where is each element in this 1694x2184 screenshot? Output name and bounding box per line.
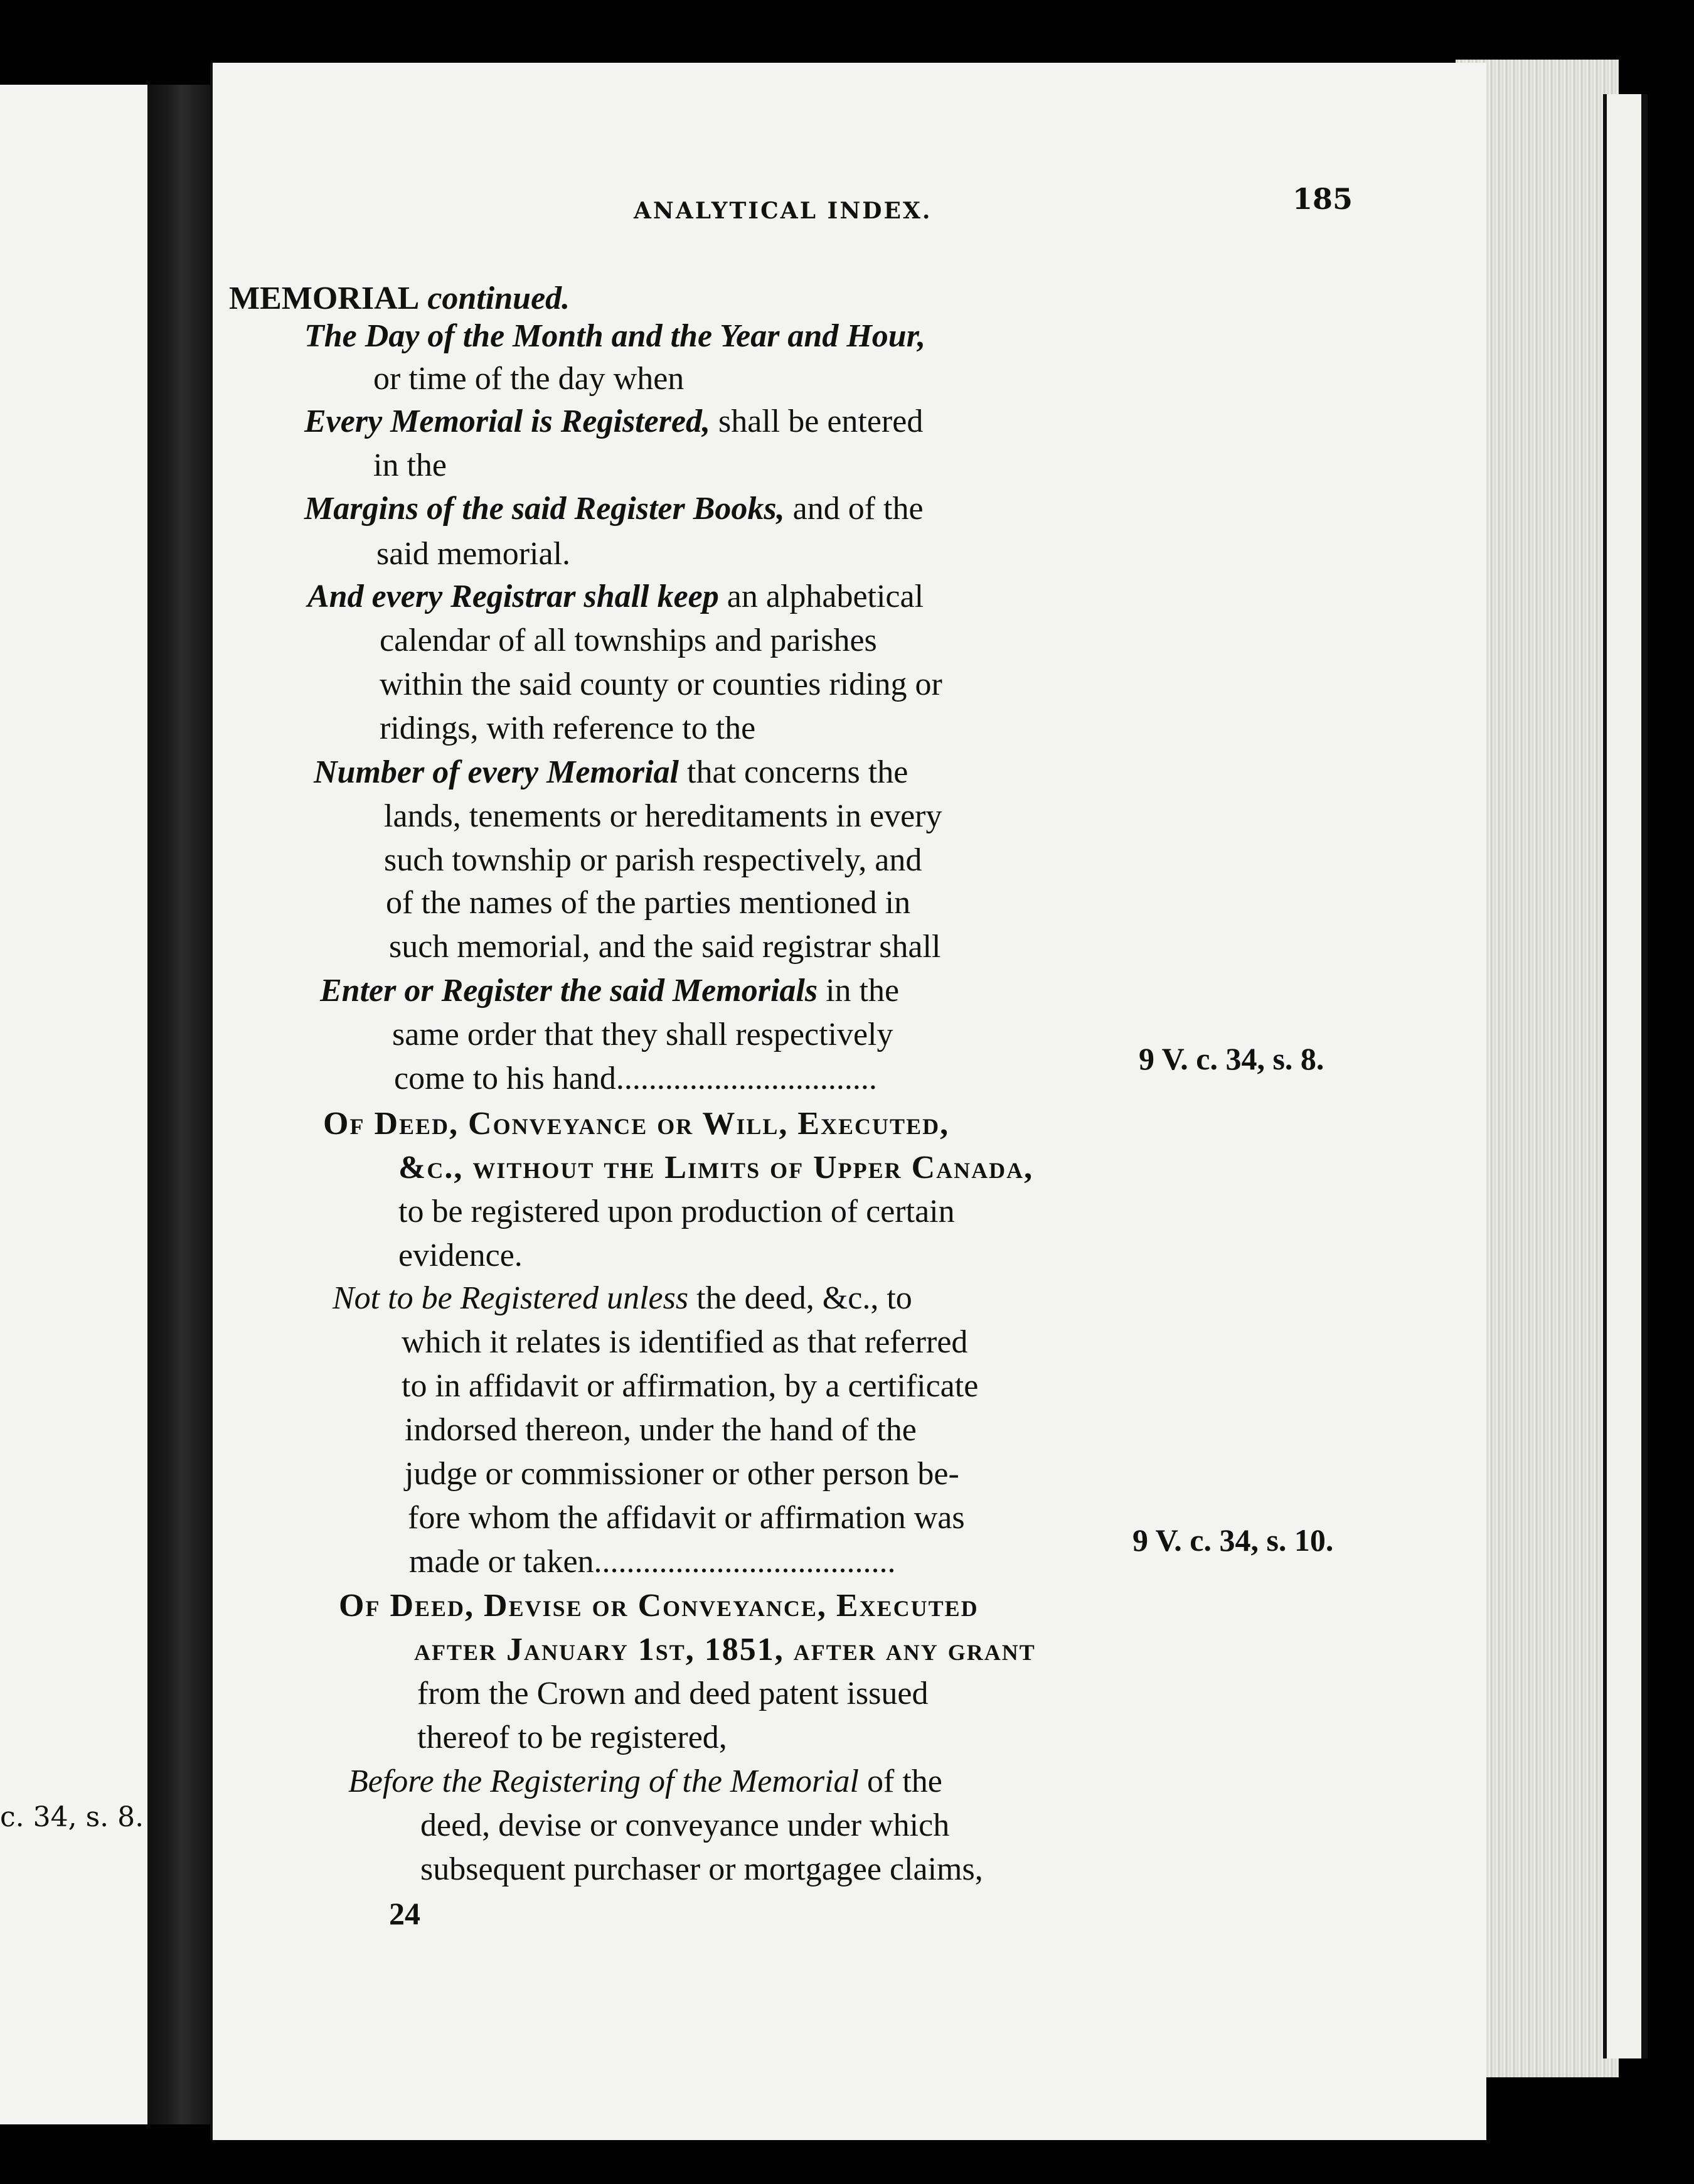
entry-line: judge or commissioner or other person be- [405,1456,959,1492]
entry-line: such memorial, and the said registrar shall [389,929,941,965]
entry-line: to in affidavit or affirmation, by a certificate [402,1368,979,1404]
entry-line: deed, devise or conveyance under which [420,1807,950,1843]
entry-line: or time of the day when [373,361,685,397]
subentry-heading: &c., without the Limits of Upper Canada, [398,1150,1034,1186]
entry-line: such township or parish respectively, and [384,842,922,878]
entry-line: calendar of all townships and parishes [380,623,877,658]
page-number: 185 [1292,182,1353,216]
entry-line: Enter or Register the said Memorials in the [320,973,900,1009]
running-header: ANALYTICAL INDEX. [634,198,932,224]
entry-line: to be registered upon production of certain [398,1194,955,1229]
entry-line: indorsed thereon, under the hand of the [405,1412,917,1448]
entry-line: Every Memorial is Registered, shall be entered [304,404,924,439]
entry-line: Before the Registering of the Memorial of the [348,1764,942,1799]
statute-reference: 9 V. c. 34, s. 10. [1132,1523,1334,1558]
entry-line: ridings, with reference to the [380,710,756,746]
entry-line: Not to be Registered unless the deed, &c., to [333,1280,912,1316]
left-page-reference: c. 34, s. 8. [0,1801,144,1833]
subentry-heading: after January 1st, 1851, after any grant [414,1632,1036,1667]
entry-headword-line [229,282,570,315]
book-gutter [147,85,210,2124]
entry-line: in the [373,447,447,483]
entry-line: which it relates is identified as that referred [402,1324,968,1360]
entry-line: lands, tenements or hereditaments in every [384,798,942,834]
entry-line: subsequent purchaser or mortgagee claims, [420,1851,983,1887]
statute-reference: 9 V. c. 34, s. 8. [1139,1041,1324,1076]
entry-line: Margins of the said Register Books, and of the [304,491,924,527]
entry-line: evidence. [398,1238,523,1273]
entry-line: And every Registrar shall keep an alphabetical [307,579,924,614]
entry-line: of the names of the parties mentioned in [386,885,911,921]
left-page [0,85,149,2124]
continued-label: continued. [427,281,570,316]
entry-line: The Day of the Month and the Year and Hour, [304,318,926,354]
signature-folio: 24 [389,1896,420,1931]
entry-line: thereof to be registered, [417,1720,727,1755]
entry-line: fore whom the affidavit or affirmation was [408,1500,965,1536]
entry-line: come to his hand................................ [394,1061,877,1096]
entry-line: from the Crown and deed patent issued [417,1676,929,1711]
entry-line: Number of every Memorial that concerns the [314,754,908,790]
entry-line: made or taken..................................... [409,1544,896,1580]
subentry-heading: Of Deed, Conveyance or Will, Executed, [323,1106,950,1142]
book-cover-edge [1603,94,1648,2058]
entry-line: said memorial. [376,536,571,572]
headword: MEMORIAL [229,281,420,316]
subentry-heading: Of Deed, Devise or Conveyance, Executed [339,1588,979,1624]
entry-line: within the said county or counties riding or [380,666,942,702]
entry-line: same order that they shall respectively [392,1017,893,1052]
